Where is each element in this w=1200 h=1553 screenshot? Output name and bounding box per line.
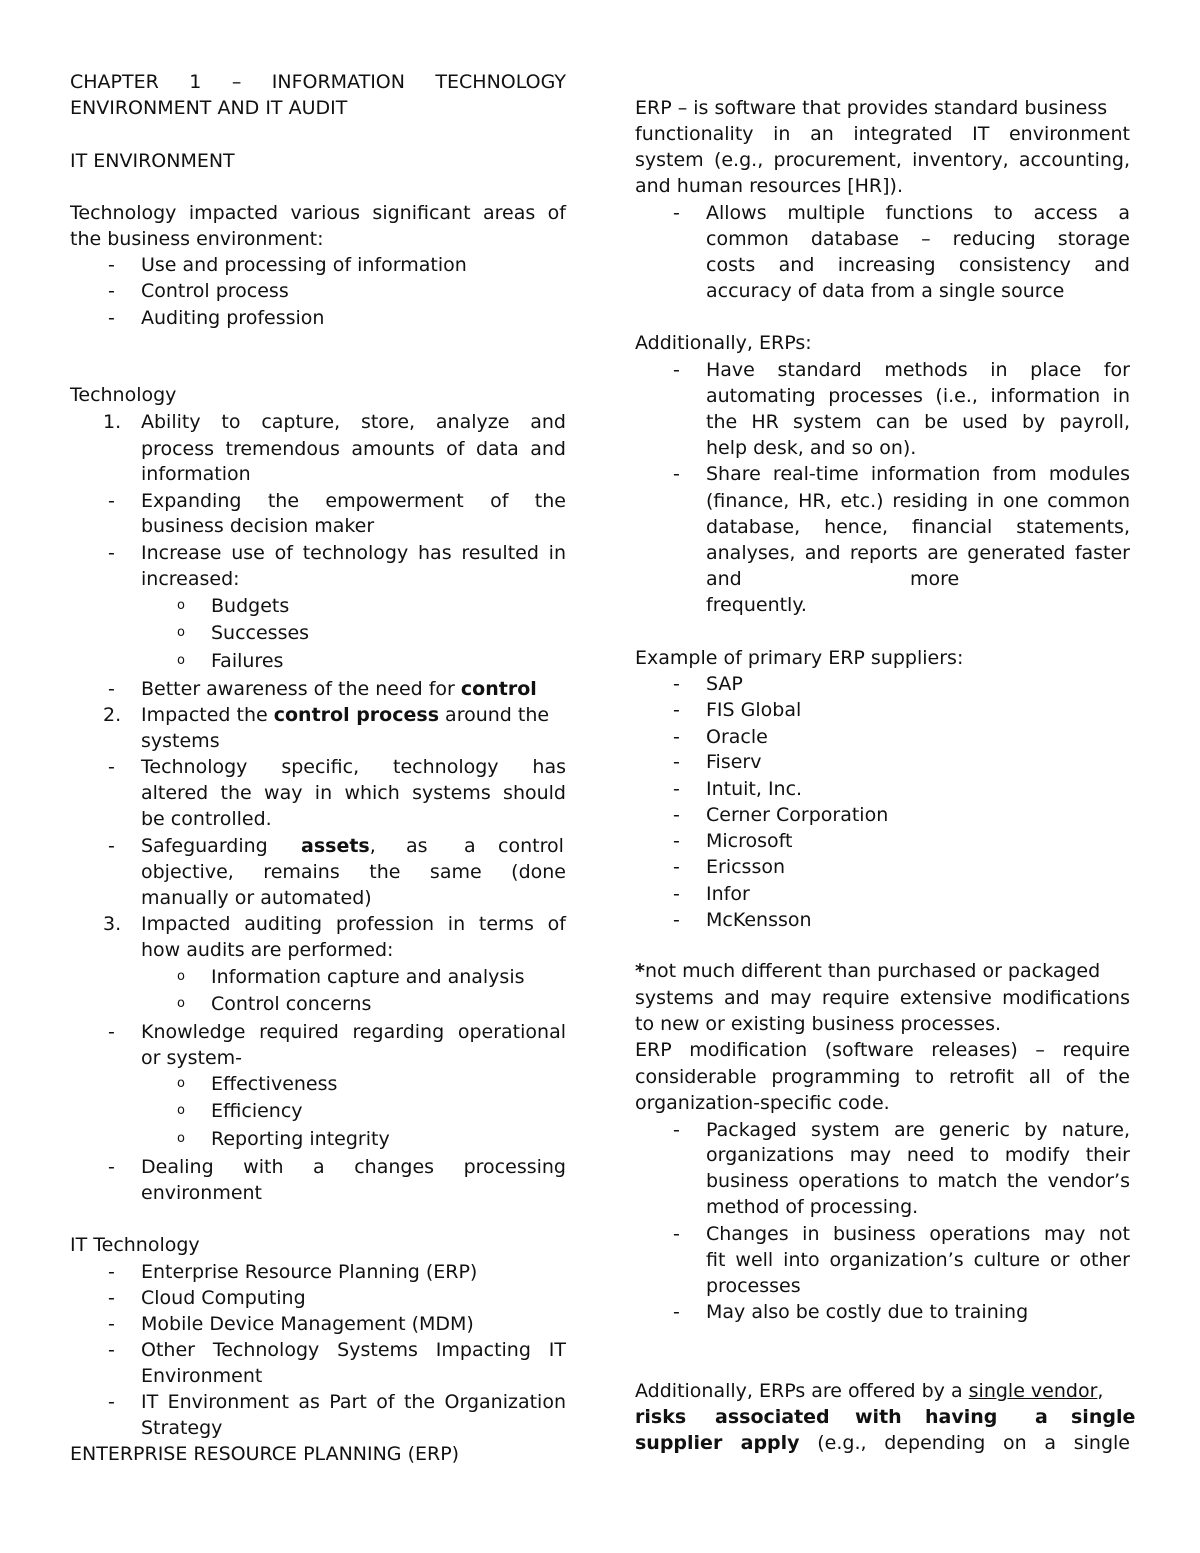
dash-marker: -: [673, 699, 680, 721]
numbered-item-3: [70, 911, 566, 937]
list-item: [635, 854, 1130, 880]
modification-line: ERP modification (software releases) – require: [635, 1039, 1130, 1061]
item-text: costs and increasing consistency and: [706, 254, 1130, 276]
item-text: Knowledge required regarding operational: [141, 1021, 566, 1043]
supplier-name: Fiserv: [706, 751, 762, 773]
supplier-name: Cerner Corporation: [706, 804, 889, 826]
sub-bullet: [70, 593, 566, 619]
item-text: systems: [141, 730, 220, 752]
supplier-name: Microsoft: [706, 830, 793, 852]
item-word: control: [498, 835, 564, 857]
list-item: [70, 488, 566, 514]
item-text: Changes in business operations may not: [706, 1223, 1130, 1245]
additionally-heading: Additionally, ERPs:: [635, 332, 812, 354]
dash-marker: -: [108, 678, 115, 700]
bullet-marker: o: [177, 598, 185, 613]
item-text: common database – reducing storage: [706, 228, 1130, 250]
list-item: [70, 252, 566, 278]
dash-marker: -: [673, 830, 680, 852]
dash-marker: -: [673, 909, 680, 931]
modification-line: considerable programming to retrofit all of the: [635, 1066, 1130, 1088]
item-text: IT Environment as Part of the Organization: [141, 1391, 566, 1413]
list-item: [70, 540, 566, 566]
list-item: [635, 828, 1130, 854]
number-marker: 1.: [103, 411, 122, 433]
sub-bullet: [70, 1098, 566, 1124]
list-item: [70, 754, 566, 780]
list-item: [635, 907, 1130, 933]
dash-marker: -: [673, 1223, 680, 1245]
item-text: (finance, HR, etc.) residing in one common: [706, 490, 1130, 512]
item-word: a: [464, 835, 476, 857]
item-text: Increase use of technology has resulted in: [141, 542, 566, 564]
sub-bullet-text: Budgets: [211, 595, 290, 617]
list-item: [70, 1259, 566, 1285]
item-word: as: [406, 835, 428, 857]
sub-bullet: [70, 648, 566, 674]
item-text: process tremendous amounts of data and: [141, 438, 566, 460]
list-item: [635, 1221, 1130, 1247]
item-text: be controlled.: [141, 808, 272, 830]
dash-marker: -: [673, 1119, 680, 1141]
list-item: [635, 200, 1130, 226]
bullet-marker: o: [177, 653, 185, 668]
list-item: [635, 1117, 1130, 1143]
sub-bullet-text: Effectiveness: [211, 1073, 338, 1095]
item-text: method of processing.: [706, 1196, 919, 1218]
dash-marker: -: [673, 804, 680, 826]
note-line: to new or existing business processes.: [635, 1013, 1002, 1035]
item-text: Impacted the control process around the: [141, 704, 550, 726]
item-text: manually or automated): [141, 887, 372, 909]
item-word: and: [706, 568, 742, 590]
dash-marker: -: [108, 1287, 115, 1309]
list-item: [70, 305, 566, 331]
item-text: processes: [706, 1275, 801, 1297]
sub-bullet-text: Successes: [211, 622, 310, 644]
sub-bullet: [70, 991, 566, 1017]
item-text: May also be costly due to training: [706, 1301, 1029, 1323]
list-item: [635, 357, 1130, 383]
item-text: fit well into organization’s culture or other: [706, 1249, 1130, 1271]
item-text: increased:: [141, 568, 240, 590]
supplier-name: Ericsson: [706, 856, 786, 878]
item-text: objective, remains the same (done: [141, 861, 566, 883]
item-text: frequently.: [706, 594, 807, 616]
dash-marker: -: [673, 778, 680, 800]
item-word: more: [910, 568, 960, 590]
item-text: Technology specific, technology has: [141, 756, 566, 778]
list-item: [70, 1154, 566, 1180]
list-item: [635, 776, 1130, 802]
it-technology-heading: IT Technology: [70, 1234, 200, 1256]
bullet-marker: o: [177, 969, 185, 984]
supplier-name: McKensson: [706, 909, 812, 931]
item-text: business operations to match the vendor’s: [706, 1170, 1130, 1192]
dash-marker: -: [108, 1261, 115, 1283]
sub-bullet-text: Control concerns: [211, 993, 372, 1015]
item-text: Mobile Device Management (MDM): [141, 1313, 474, 1335]
erp-definition-line: ERP – is software that provides standard business: [635, 97, 1108, 119]
item-text: database, hence, financial statements,: [706, 516, 1130, 538]
risk-line-2: supplier apply (e.g., depending on a single: [635, 1432, 1130, 1454]
item-word: Safeguarding: [141, 835, 268, 857]
intro-line-2: the business environment:: [70, 228, 324, 250]
item-text: [635, 566, 1130, 592]
it-environment-heading: IT ENVIRONMENT: [70, 150, 235, 172]
risk-word: with: [855, 1406, 902, 1428]
bullet-marker: o: [177, 1103, 185, 1118]
item-text: environment: [141, 1182, 263, 1204]
note-line: systems and may require extensive modifications: [635, 987, 1130, 1009]
dash-marker: -: [108, 542, 115, 564]
item-text: Impacted auditing profession in terms of: [141, 913, 566, 935]
supplier-name: Infor: [706, 883, 750, 905]
dash-marker: -: [673, 463, 680, 485]
list-item-text: Use and processing of information: [141, 254, 467, 276]
sub-bullet-text: Information capture and analysis: [211, 966, 525, 988]
dash-marker: -: [108, 1156, 115, 1178]
sub-bullet: [70, 1071, 566, 1097]
risk-word: risks: [635, 1406, 687, 1428]
list-item: [635, 697, 1130, 723]
chapter-title-line-1: CHAPTER 1 – INFORMATION TECHNOLOGY: [70, 71, 566, 93]
item-text: Other Technology Systems Impacting IT: [141, 1339, 566, 1361]
numbered-item-2: [70, 702, 566, 728]
chapter-title-line-2: ENVIRONMENT AND IT AUDIT: [70, 97, 348, 119]
sub-bullet-text: Reporting integrity: [211, 1128, 390, 1150]
dash-marker: -: [108, 490, 115, 512]
list-item: [70, 1285, 566, 1311]
list-item: [635, 724, 1130, 750]
item-text: automating processes (i.e., information in: [706, 385, 1130, 407]
dash-marker: -: [673, 359, 680, 381]
item-text: Dealing with a changes processing: [141, 1156, 566, 1178]
list-item: [70, 1337, 566, 1363]
list-item: [70, 1389, 566, 1415]
list-item: [70, 1311, 566, 1337]
list-item: [70, 1019, 566, 1045]
item-text: organizations may need to modify their: [706, 1144, 1130, 1166]
sub-bullet-text: Failures: [211, 650, 284, 672]
numbered-item-1: [70, 409, 566, 435]
number-marker: 2.: [103, 704, 122, 726]
item-text: Allows multiple functions to access a: [706, 202, 1130, 224]
risk-line: [635, 1404, 1136, 1430]
erp-definition-line: system (e.g., procurement, inventory, accounting,: [635, 149, 1130, 171]
item-text: Expanding the empowerment of the: [141, 490, 566, 512]
item-text: accuracy of data from a single source: [706, 280, 1065, 302]
bullet-marker: o: [177, 1131, 185, 1146]
dash-marker: -: [673, 673, 680, 695]
item-text: Better awareness of the need for control: [141, 678, 537, 700]
dash-marker: -: [108, 1391, 115, 1413]
note-line: *not much different than purchased or packaged: [635, 960, 1101, 982]
risk-word: associated: [715, 1406, 830, 1428]
bullet-marker: o: [177, 996, 185, 1011]
item-text: altered the way in which systems should: [141, 782, 566, 804]
dash-marker: -: [108, 1021, 115, 1043]
item-text: Share real-time information from modules: [706, 463, 1130, 485]
bullet-marker: o: [177, 625, 185, 640]
list-item: [635, 1299, 1130, 1325]
item-text: help desk, and so on).: [706, 437, 917, 459]
item-text: Have standard methods in place for: [706, 359, 1130, 381]
technology-heading: Technology: [70, 384, 177, 406]
dash-marker: -: [673, 1301, 680, 1323]
erp-heading: ENTERPRISE RESOURCE PLANNING (ERP): [70, 1443, 460, 1465]
dash-marker: -: [108, 280, 115, 302]
sub-bullet: [70, 1126, 566, 1152]
dash-marker: -: [108, 1313, 115, 1335]
list-item: [70, 278, 566, 304]
dash-marker: -: [673, 726, 680, 748]
list-item-text: Auditing profession: [141, 307, 325, 329]
bullet-marker: o: [177, 1076, 185, 1091]
erp-definition-line: and human resources [HR]).: [635, 175, 903, 197]
sub-bullet: [70, 964, 566, 990]
item-text: Cloud Computing: [141, 1287, 306, 1309]
item-text: information: [141, 463, 251, 485]
item-word: assets,: [301, 835, 376, 857]
dash-marker: -: [108, 756, 115, 778]
item-text: how audits are performed:: [141, 939, 394, 961]
item-text: analyses, and reports are generated faster: [706, 542, 1130, 564]
item-text: business decision maker: [141, 515, 375, 537]
item-text: Packaged system are generic by nature,: [706, 1119, 1130, 1141]
list-item: [635, 881, 1130, 907]
item-text: or system-: [141, 1047, 243, 1069]
list-item: [635, 461, 1130, 487]
risk-word: single: [1071, 1406, 1136, 1428]
dash-marker: -: [673, 883, 680, 905]
list-item: [635, 802, 1130, 828]
list-item: [70, 676, 566, 702]
number-marker: 3.: [103, 913, 122, 935]
dash-marker: -: [673, 751, 680, 773]
supplier-name: Oracle: [706, 726, 768, 748]
dash-marker: -: [673, 202, 680, 224]
vendor-line: Additionally, ERPs are offered by a single vendor,: [635, 1380, 1104, 1402]
sub-bullet-text: Efficiency: [211, 1100, 303, 1122]
item-text: Enterprise Resource Planning (ERP): [141, 1261, 478, 1283]
dash-marker: -: [108, 835, 115, 857]
suppliers-heading: Example of primary ERP suppliers:: [635, 647, 964, 669]
item-text: Strategy: [141, 1417, 223, 1439]
item-text: Environment: [141, 1365, 263, 1387]
item-text: Ability to capture, store, analyze and: [141, 411, 566, 433]
dash-marker: -: [108, 307, 115, 329]
modification-line: organization-specific code.: [635, 1092, 890, 1114]
list-item: [635, 749, 1130, 775]
dash-marker: -: [673, 856, 680, 878]
dash-marker: -: [108, 1339, 115, 1361]
supplier-name: Intuit, Inc.: [706, 778, 803, 800]
list-item-text: Control process: [141, 280, 289, 302]
item-text: the HR system can be used by payroll,: [706, 411, 1130, 433]
risk-word: a: [1035, 1406, 1048, 1428]
intro-line-1: Technology impacted various significant areas of: [70, 202, 566, 224]
list-item: [635, 671, 1130, 697]
supplier-name: FIS Global: [706, 699, 802, 721]
dash-marker: -: [108, 254, 115, 276]
sub-bullet: [70, 620, 566, 646]
supplier-name: SAP: [706, 673, 743, 695]
risk-word: having: [925, 1406, 998, 1428]
list-item: [70, 833, 566, 859]
erp-definition-line: functionality in an integrated IT environment: [635, 123, 1130, 145]
